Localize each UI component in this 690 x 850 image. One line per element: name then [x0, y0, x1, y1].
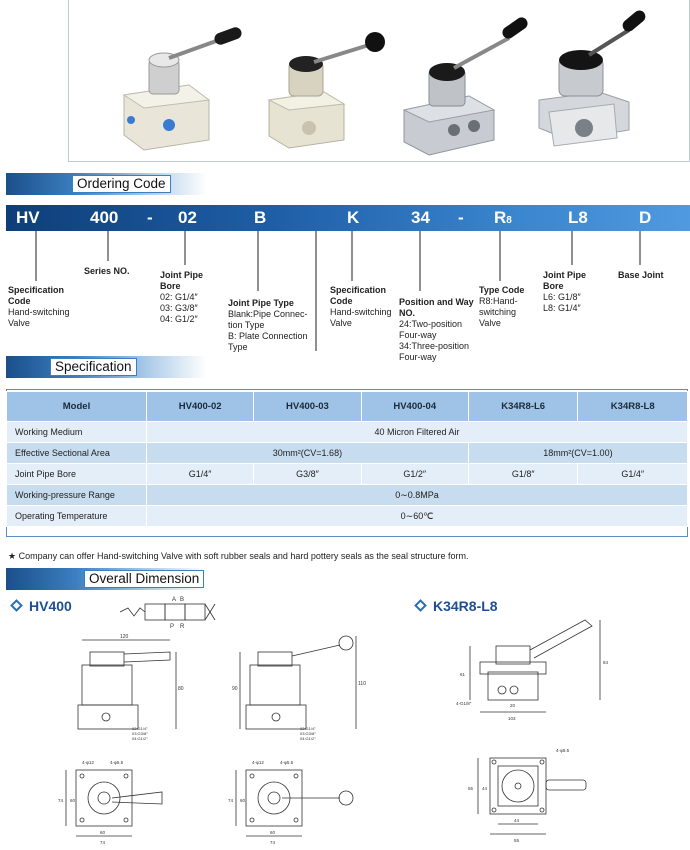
code-dash-2: - — [458, 208, 464, 227]
k34r8-top-view — [468, 748, 586, 843]
svg-text:4-φ5.5: 4-φ5.5 — [556, 748, 570, 753]
svg-text:03:G3/8″: 03:G3/8″ — [300, 731, 316, 736]
row-sectional-area: Effective Sectional Area 30mm²(CV=1.68) 18mm²(CV=1.00) — [7, 443, 688, 464]
svg-text:04:G1/2″: 04:G1/2″ — [132, 736, 148, 741]
svg-text:P: P — [170, 624, 175, 630]
spec-header-row — [7, 392, 688, 422]
svg-text:103: 103 — [508, 716, 516, 721]
desc-specification-code-2: Specification Code Hand-switching Valve — [330, 285, 392, 328]
col-hv400-02: HV400-02 — [147, 392, 254, 422]
hv400-title: HV400 — [12, 598, 72, 614]
row-pressure-range: Working-pressure Range 0∼0.8MPa — [7, 485, 688, 506]
svg-text:74: 74 — [58, 798, 64, 803]
svg-text:110: 110 — [358, 681, 366, 687]
code-r8: R8 — [494, 208, 512, 227]
svg-text:04:G1/2″: 04:G1/2″ — [300, 736, 316, 741]
row-working-medium: Working Medium 40 Micron Filtered Air — [7, 422, 688, 443]
svg-text:61: 61 — [460, 672, 466, 677]
svg-text:44: 44 — [514, 818, 520, 823]
valve-photo-3 — [404, 15, 530, 155]
code-34: 34 — [411, 208, 430, 227]
footnote: ★ Company can offer Hand-switching Valve with soft rubber seals and hard pottery seals as the seal structure form. — [8, 551, 469, 561]
desc-joint-pipe-bore-2: Joint Pipe Bore L6: G1/8″ L8: G1/4″ — [543, 270, 587, 313]
svg-text:4-φ12: 4-φ12 — [252, 760, 264, 765]
col-k34r8-l6: K34R8-L6 — [468, 392, 578, 422]
svg-text:A: A — [172, 597, 177, 603]
overall-dimension-title: Overall Dimension — [84, 570, 204, 588]
svg-text:60: 60 — [100, 830, 106, 835]
svg-text:60: 60 — [270, 830, 276, 835]
k34r8-front-view — [456, 620, 609, 721]
col-model: Model — [7, 392, 147, 422]
k34r8-title: K34R8-L8 — [416, 598, 498, 614]
hv400-front-view — [78, 634, 184, 741]
code-k: K — [347, 208, 360, 227]
svg-text:R: R — [180, 624, 185, 630]
code-02: 02 — [178, 208, 197, 227]
svg-text:60: 60 — [70, 798, 76, 803]
product-photo-strip — [68, 0, 690, 162]
svg-text:02:G1/4″: 02:G1/4″ — [300, 726, 316, 731]
hv400-front-view-2 — [232, 636, 366, 741]
specification-heading — [6, 356, 206, 378]
desc-position-and-way: Position and Way NO. 24:Two-position Four-way 34:Three-position Four-way — [399, 297, 474, 362]
svg-text:90: 90 — [232, 686, 238, 692]
col-k34r8-l8: K34R8-L8 — [578, 392, 688, 422]
desc-specification-code: Specification Code Hand-switching Valve — [8, 285, 70, 328]
svg-text:4-φ5.5: 4-φ5.5 — [110, 760, 124, 765]
svg-text:20: 20 — [510, 703, 516, 708]
svg-text:74: 74 — [100, 840, 106, 845]
ordering-code-bar — [6, 205, 690, 231]
col-hv400-04: HV400-04 — [361, 392, 468, 422]
valve-photo-2 — [269, 32, 385, 148]
desc-series-no: Series NO. — [84, 266, 130, 276]
hv400-top-view-2 — [228, 760, 353, 845]
svg-text:74: 74 — [228, 798, 234, 803]
ordering-code-heading — [6, 173, 206, 195]
svg-text:80: 80 — [178, 686, 184, 692]
svg-text:60: 60 — [240, 798, 246, 803]
specification-table — [6, 391, 688, 527]
svg-text:4-φ5.5: 4-φ5.5 — [280, 760, 294, 765]
code-b: B — [254, 208, 267, 227]
svg-text:120: 120 — [120, 634, 129, 640]
code-dash-1: - — [147, 208, 153, 227]
svg-text:02:G1/4″: 02:G1/4″ — [132, 726, 148, 731]
valve-photo-4 — [539, 8, 648, 146]
row-joint-pipe-bore: Joint Pipe Bore G1/4″ G3/8″ G1/2″ G1/8″ G1/4″ — [7, 464, 688, 485]
hv400-top-view — [58, 760, 162, 845]
svg-text:74: 74 — [270, 840, 276, 845]
svg-text:55: 55 — [514, 838, 520, 843]
row-operating-temperature: Operating Temperature 0∼60℃ — [7, 506, 688, 527]
svg-text:44: 44 — [482, 786, 488, 791]
svg-text:4-φ12: 4-φ12 — [82, 760, 94, 765]
code-hv: HV — [16, 208, 40, 227]
desc-joint-pipe-type: Joint Pipe Type Blank:Pipe Connec- tion Type B: Plate Connection Type — [228, 298, 308, 352]
svg-text:4-G1/8″: 4-G1/8″ — [456, 701, 472, 706]
svg-text:B: B — [180, 597, 185, 603]
svg-text:03:G3/8″: 03:G3/8″ — [132, 731, 148, 736]
specification-title: Specification — [50, 358, 137, 376]
dimension-drawings — [0, 590, 690, 850]
desc-type-code: Type Code R8:Hand- switching Valve — [479, 285, 525, 328]
product-photos — [69, 0, 690, 162]
valve-symbol — [120, 597, 215, 630]
overall-dimension-heading — [6, 568, 206, 590]
desc-base-joint: Base Joint — [618, 270, 664, 280]
code-400: 400 — [90, 208, 119, 227]
code-d: D — [639, 208, 652, 227]
ordering-code-title: Ordering Code — [72, 175, 171, 193]
valve-photo-1 — [124, 26, 243, 150]
code-l8: L8 — [568, 208, 588, 227]
svg-text:55: 55 — [468, 786, 474, 791]
col-hv400-03: HV400-03 — [254, 392, 361, 422]
svg-text:84: 84 — [603, 660, 609, 665]
desc-joint-pipe-bore: Joint Pipe Bore 02: G1/4″ 03: G3/8″ 04: G1/2″ — [160, 270, 204, 324]
